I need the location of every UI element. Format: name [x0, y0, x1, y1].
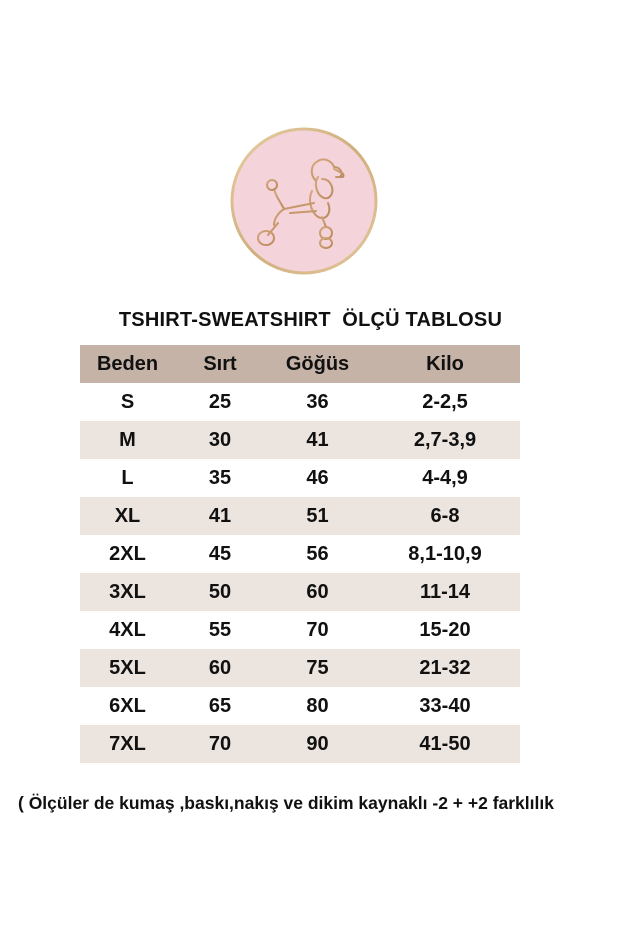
cell-kilo: 21-32: [419, 656, 471, 679]
cell-beden: 2XL: [109, 542, 146, 565]
table-row: [80, 649, 520, 687]
cell-beden: 7XL: [109, 732, 146, 755]
cell-gogus: 75: [306, 656, 329, 679]
table-row: [80, 573, 520, 611]
cell-beden: 5XL: [109, 656, 146, 679]
table-row: [80, 383, 520, 421]
cell-gogus: 80: [306, 694, 329, 717]
table-row: [80, 421, 520, 459]
table-row: [80, 535, 520, 573]
size-chart-table: [80, 345, 520, 763]
cell-sirt: 70: [208, 732, 232, 755]
cell-sirt: 60: [208, 656, 232, 679]
cell-sirt: 50: [208, 580, 232, 603]
cell-gogus: 46: [306, 466, 329, 489]
header-sirt: Sırt: [203, 352, 237, 375]
table-header-row: [80, 345, 520, 383]
cell-sirt: 41: [208, 504, 232, 527]
cell-gogus: 90: [306, 732, 329, 755]
cell-gogus: 70: [306, 618, 329, 641]
cell-kilo: 2-2,5: [422, 390, 468, 413]
cell-gogus: 56: [306, 542, 329, 565]
cell-gogus: 60: [306, 580, 329, 603]
cell-gogus: 36: [306, 390, 329, 413]
cell-kilo: 41-50: [419, 732, 471, 755]
cell-beden: 6XL: [109, 694, 146, 717]
poodle-icon: [230, 127, 378, 275]
cell-kilo: 4-4,9: [422, 466, 468, 489]
cell-beden: 3XL: [109, 580, 146, 603]
cell-beden: XL: [114, 504, 141, 527]
table-row: [80, 611, 520, 649]
cell-kilo: 6-8: [430, 504, 460, 527]
cell-kilo: 33-40: [419, 694, 471, 717]
cell-kilo: 2,7-3,9: [413, 428, 477, 451]
cell-beden: S: [120, 390, 135, 413]
table-row: [80, 459, 520, 497]
cell-sirt: 25: [208, 390, 232, 413]
header-kilo: Kilo: [426, 352, 464, 375]
cell-kilo: 15-20: [419, 618, 471, 641]
cell-gogus: 41: [306, 428, 329, 451]
header-gogus: Göğüs: [285, 352, 350, 375]
table-row: [80, 687, 520, 725]
cell-beden: M: [119, 428, 136, 451]
cell-beden: 4XL: [109, 618, 146, 641]
cell-sirt: 65: [208, 694, 232, 717]
measurement-note: ( Ölçüler de kumaş ,baskı,nakış ve dikim kaynaklı -2 + +2 farklılık: [18, 793, 554, 813]
page-title: TSHIRT-SWEATSHIRT ÖLÇÜ TABLOSU: [118, 309, 503, 331]
cell-sirt: 30: [208, 428, 232, 451]
cell-sirt: 35: [208, 466, 232, 489]
cell-gogus: 51: [306, 504, 329, 527]
table-row: [80, 497, 520, 535]
cell-kilo: 11-14: [419, 580, 471, 603]
cell-sirt: 45: [208, 542, 232, 565]
cell-kilo: 8,1-10,9: [408, 542, 482, 565]
brand-logo: [230, 127, 378, 275]
cell-sirt: 55: [208, 618, 232, 641]
cell-beden: L: [121, 466, 134, 489]
header-beden: Beden: [96, 352, 159, 375]
table-row: [80, 725, 520, 763]
